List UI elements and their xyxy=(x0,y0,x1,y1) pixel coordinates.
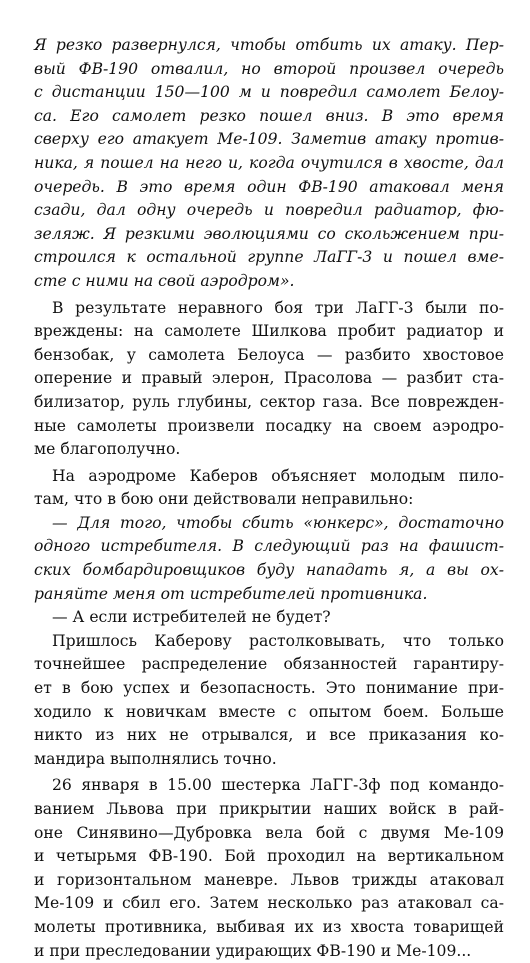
body-paragraph xyxy=(34,297,504,462)
text-line: одного истребителя. В следующий раз на фашист- xyxy=(34,537,504,556)
text-line: билизатор, руль глубины, сектор газа. Все поврежден- xyxy=(34,392,504,411)
text-line: ских бомбардировщиков буду нападать я, а вы ох- xyxy=(34,561,504,580)
text-line: мандира выполнялись точно. xyxy=(34,749,277,768)
text-line: никто из них не отрывался, и все приказания ко- xyxy=(34,726,504,745)
text-line: вреждены: на самолете Шилкова пробит радиатор и xyxy=(34,322,504,341)
text-line: ме благополучно. xyxy=(34,440,181,459)
text-line: там, что в бою они действовали неправильно: xyxy=(34,490,414,509)
text-line: с дистанции 150—100 м и повредил самолет Белоу- xyxy=(34,83,504,102)
text-line: точнейшее распределение обязанностей гарантиру- xyxy=(34,655,504,674)
text-line: ет в бою успех и безопасность. Это понимание при- xyxy=(34,679,504,698)
quote-paragraph xyxy=(34,34,504,294)
text-line: — А если истребителей не будет? xyxy=(52,608,331,627)
text-line: В результате неравного боя три ЛаГГ-3 были по- xyxy=(52,298,504,317)
text-line: ванием Львова при прикрытии наших войск в рай- xyxy=(34,800,504,818)
text-line: сзади, дал одну очередь и повредил радиатор, фю- xyxy=(34,201,504,220)
text-line: бензобак, у самолета Белоуса — разбито хвостовое xyxy=(34,345,504,364)
text-line: Пришлось Каберову растолковывать, что только xyxy=(52,631,504,650)
text-line: Ме-109 и сбил его. Затем несколько раз атаковал са- xyxy=(34,894,504,913)
text-line: сверху его атакует Ме-109. Заметив атаку против- xyxy=(34,130,504,149)
text-line: ходило к новичкам вместе с опытом боем. Больше xyxy=(34,702,504,721)
text-line: строился к остальной группе ЛаГГ-3 и пошел вме- xyxy=(34,248,504,267)
body-paragraph xyxy=(34,774,504,963)
text-line: раняйте меня от истребителей противника. xyxy=(34,584,428,603)
text-line: сте с ними на свой аэродром». xyxy=(34,271,295,290)
text-line: оне Синявино—Дубровка вела бой с двумя Ме-109 xyxy=(34,823,504,842)
text-line: вый ФВ-190 отвалил, но второй произвел очередь xyxy=(34,59,504,78)
text-line: — Для того, чтобы сбить «юнкерс», достаточно xyxy=(52,513,504,532)
text-line: ные самолеты произвели посадку на своем аэродро- xyxy=(34,416,504,435)
text-line: 26 января в 15.00 шестерка ЛаГГ-3ф под командо- xyxy=(52,776,504,795)
text-line: На аэродроме Каберов объясняет молодым пило- xyxy=(52,466,504,485)
dialogue-paragraph xyxy=(34,606,504,630)
text-line: и четырьмя ФВ-190. Бой проходил на вертикальном xyxy=(34,847,504,866)
text-line: оперение и правый элерон, Прасолова — разбит ста- xyxy=(34,369,504,388)
body-paragraph xyxy=(34,630,504,772)
text-line: и при преследовании удирающих ФВ-190 и Ме-109... xyxy=(34,941,472,960)
text-line: зеляж. Я резкими эволюциями со скольжением при- xyxy=(34,224,504,243)
dialogue-paragraph xyxy=(34,512,504,606)
text-line: ника, я пошел на него и, когда очутился в хвосте, дал xyxy=(34,153,504,172)
text-line: Я резко развернулся, чтобы отбить их атаку. Пер- xyxy=(34,36,504,54)
text-line: молеты противника, выбивая их из хвоста товарищей xyxy=(34,917,504,936)
body-paragraph xyxy=(34,465,504,512)
text-line: и горизонтальном маневре. Львов трижды атаковал xyxy=(34,870,504,889)
text-line: очередь. В это время один ФВ-190 атаковал меня xyxy=(34,177,504,196)
text-line: са. Его самолет резко пошел вниз. В это время xyxy=(34,106,504,125)
